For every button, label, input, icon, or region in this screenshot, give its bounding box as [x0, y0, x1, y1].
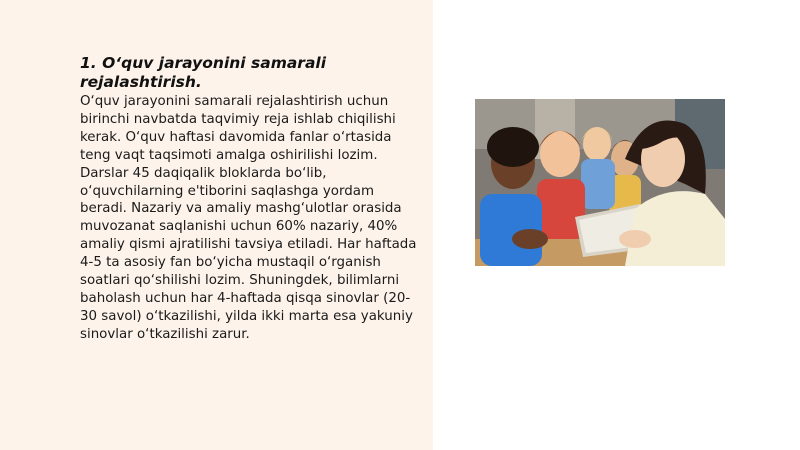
slide-body-text: O‘quv jarayonini samarali rejalashtirish uchun birinchi navbatda taqvimiy reja ishlab chiqilishi kerak. O‘quv haftasi davomida fanlar o‘rtasida teng vaqt taqsimoti amalga oshirilishi lozim. Darslar 45 daqiqalik bloklarda bo‘lib, o‘quvchilarning e'tiborini saqlashga yordam beradi. Nazariy va amaliy mashg‘ulotlar orasida muvozanat saqlanishi uchun 60% nazariy, 40% amaliy qismi ajratilishi tavsiya etiladi. Har haftada 4-5 ta asosiy fan bo‘yicha mustaqil o‘rganish soatlari qo‘shilishi lozim. Shuningdek, bilimlarni baholash uchun har 4-haftada qisqa sinovlar (20-30 savol) o‘tkazilishi, yilda ikki marta esa yakuniy sinovlar o‘tkazilishi zarur.	[80, 94, 417, 342]
classroom-photo	[475, 99, 725, 266]
slide-heading: 1. O‘quv jarayonini samarali rejalashtirish.	[80, 54, 327, 91]
